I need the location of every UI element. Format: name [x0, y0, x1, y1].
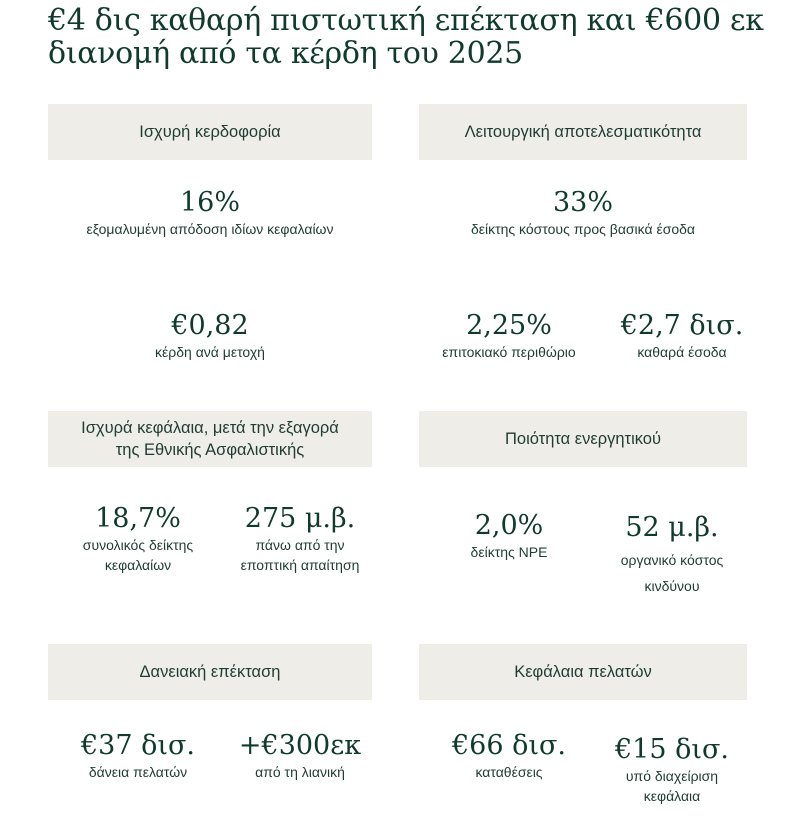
stat-assets-under-management: [582, 734, 762, 806]
stat-value: €2,7 δισ.: [620, 310, 744, 341]
stat-value: €66 δισ.: [452, 730, 566, 761]
stat-value: 52 μ.β.: [625, 512, 719, 543]
stat-roe: [48, 187, 372, 239]
stat-label: επιτοκιακό περιθώριο: [442, 344, 576, 360]
section-header-efficiency: [419, 104, 747, 160]
stat-label: εξομαλυμένη απόδοση ιδίων κεφαλαίων: [86, 221, 334, 237]
stat-label: καταθέσεις: [475, 764, 543, 780]
section-header-loan-growth: [48, 644, 372, 700]
stat-label-line2: κεφαλαίων: [104, 557, 172, 573]
section-header-capital: [48, 411, 372, 467]
stat-label-line1: πάνω από την: [255, 537, 345, 553]
section-header-label: Ποιότητα ενεργητικού: [504, 430, 661, 448]
stat-cost-of-risk: [582, 512, 762, 596]
stat-label-line2: εποπτική απαίτηση: [240, 557, 360, 573]
section-header-profitability: [48, 104, 372, 160]
stat-label-line1: υπό διαχείριση: [625, 768, 719, 784]
stat-cost-income: [419, 187, 747, 239]
stat-capital-buffer: [215, 503, 385, 575]
stat-label: από τη λιανική: [255, 764, 345, 780]
stat-deposits: [419, 730, 599, 782]
stat-label: δείκτης NPE: [470, 544, 548, 560]
stat-value: 18,7%: [95, 503, 181, 534]
stat-value: €37 δισ.: [81, 730, 195, 761]
stat-retail-growth: [215, 730, 385, 782]
stat-value: 275 μ.β.: [244, 503, 356, 534]
page-title: €4 δις καθαρή πιστωτική επέκταση και €600 εκ διανομή από τα κέρδη του 2025: [48, 3, 764, 71]
stat-label: κέρδη ανά μετοχή: [155, 344, 265, 360]
stat-npe-ratio: [419, 510, 599, 562]
stat-total-capital-ratio: [48, 503, 228, 575]
section-header-asset-quality: [419, 411, 747, 467]
section-header-label-line1: Ισχυρά κεφάλαια, μετά την εξαγορά: [81, 419, 339, 437]
section-header-label: Λειτουργική αποτελεσματικότητα: [464, 123, 702, 141]
stat-nim: [419, 310, 599, 362]
stat-label: δάνεια πελατών: [88, 764, 188, 780]
stat-value: +€300εκ: [238, 730, 362, 761]
stat-customer-loans: [48, 730, 228, 782]
section-header-label: Δανειακή επέκταση: [139, 663, 281, 681]
stat-label-line1: συνολικός δείκτης: [82, 537, 194, 553]
section-header-label-line2: της Εθνικής Ασφαλιστικής: [115, 441, 305, 459]
section-header-label: Ισχυρή κερδοφορία: [139, 123, 281, 141]
stat-value: €15 δισ.: [615, 734, 729, 765]
stat-label: καθαρά έσοδα: [637, 344, 727, 360]
section-header-label: Κεφάλαια πελατών: [514, 663, 652, 681]
stat-value: 33%: [552, 187, 613, 218]
section-header-client-funds: [419, 644, 747, 700]
stat-label-line2: κεφάλαια: [643, 788, 701, 804]
stat-label-line1: οργανικό κόστος: [620, 552, 724, 568]
stat-eps: [48, 310, 372, 362]
stat-value: 16%: [179, 187, 240, 218]
stat-value: 2,0%: [474, 510, 544, 541]
stat-label-line2: κινδύνου: [644, 578, 700, 594]
stat-value: 2,25%: [466, 310, 552, 341]
stat-value: €0,82: [171, 310, 249, 341]
stat-label: δείκτης κόστους προς βασικά έσοδα: [470, 221, 696, 237]
stat-net-revenue: [597, 310, 767, 362]
